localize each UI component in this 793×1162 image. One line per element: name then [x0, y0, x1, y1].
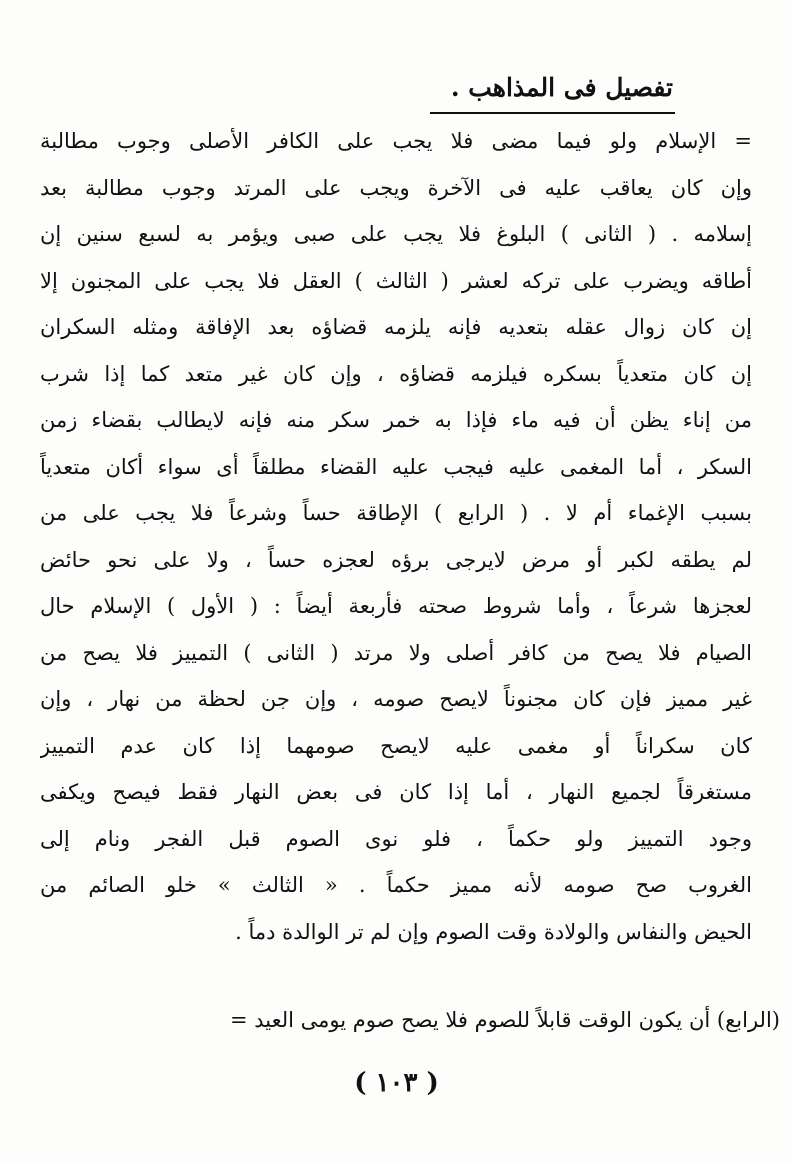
text-line: السكر ، أما المغمى عليه فيجب عليه القضاء مطلقاً أى سواء أكان متعدياً — [40, 454, 752, 479]
text-line: كان سكراناً أو مغمى عليه لايصح صومهما إذا كان عدم التمييز — [40, 733, 752, 758]
text-line: مستغرقاً لجميع النهار ، أما إذا كان فى بعض النهار فقط فيصح ويكفى — [40, 780, 752, 804]
text-line: من إناء يظن أن فيه ماء فإذا به خمر سكر منه فإنه لايطالب بقضاء زمن — [40, 408, 752, 432]
text-line: لعجزها شرعاً ، وأما شروط صحته فأربعة أيضاً : ( الأول ) الإسلام حال — [40, 594, 752, 618]
page-number: ( ١٠٣ ) — [354, 1068, 439, 1098]
text-line: الحيض والنفاس والولادة وقت الصوم وإن لم تر الوالدة دماً . — [235, 919, 752, 944]
text-line: غير مميز فإن كان مجنوناً لايصح صومه ، وإن جن لحظة من نهار ، وإن — [40, 687, 752, 711]
text-line: الصيام فلا يصح من كافر أصلى ولا مرتد ( الثانى ) التمييز فلا يصح من — [40, 640, 752, 665]
footnote: (الرابع) أن يكون الوقت قابلاً للصوم فلا يصح صوم يومى العيد = — [229, 1008, 780, 1032]
text-line: لم يطقه لكبر أو مرض لايرجى برؤه لعجزه حساً ، ولا على نحو حائض — [40, 547, 752, 572]
text-line: وجود التمييز ولو حكماً ، فلو نوى الصوم قبل الفجر ونام إلى — [40, 826, 752, 851]
main-paragraph — [40, 118, 752, 955]
header-divider — [430, 112, 675, 114]
text-line: وإن كان يعاقب عليه فى الآخرة ويجب على المرتد وجوب مطالبة بعد — [40, 175, 752, 200]
running-header — [433, 70, 673, 110]
text-line: = الإسلام ولو فيما مضى فلا يجب على الكافر الأصلى وجوب مطالبة — [40, 129, 752, 153]
text-line: إسلامه . ( الثانى ) البلوغ فلا يجب على صبى ويؤمر به لسبع سنين إن — [40, 222, 752, 246]
text-line: أطاقه ويضرب على تركه لعشر ( الثالث ) العقل فلا يجب على المجنون إلا — [40, 268, 752, 293]
text-line: إن كان متعدياً بسكره فيلزمه قضاؤه ، وإن كان غير متعد كما إذا شرب — [40, 361, 752, 386]
text-line: إن كان زوال عقله بتعديه فإنه يلزمه قضاؤه بعد الإفاقة ومثله السكران — [40, 315, 752, 339]
page-title: تفصيل فى المذاهب . — [450, 73, 673, 102]
text-line: الغروب صح صومه لأنه مميز حكماً . « الثالث » خلو الصائم من — [40, 873, 752, 897]
text-line: بسبب الإغماء أم لا . ( الرابع ) الإطاقة حساً وشرعاً فلا يجب على من — [40, 501, 752, 525]
